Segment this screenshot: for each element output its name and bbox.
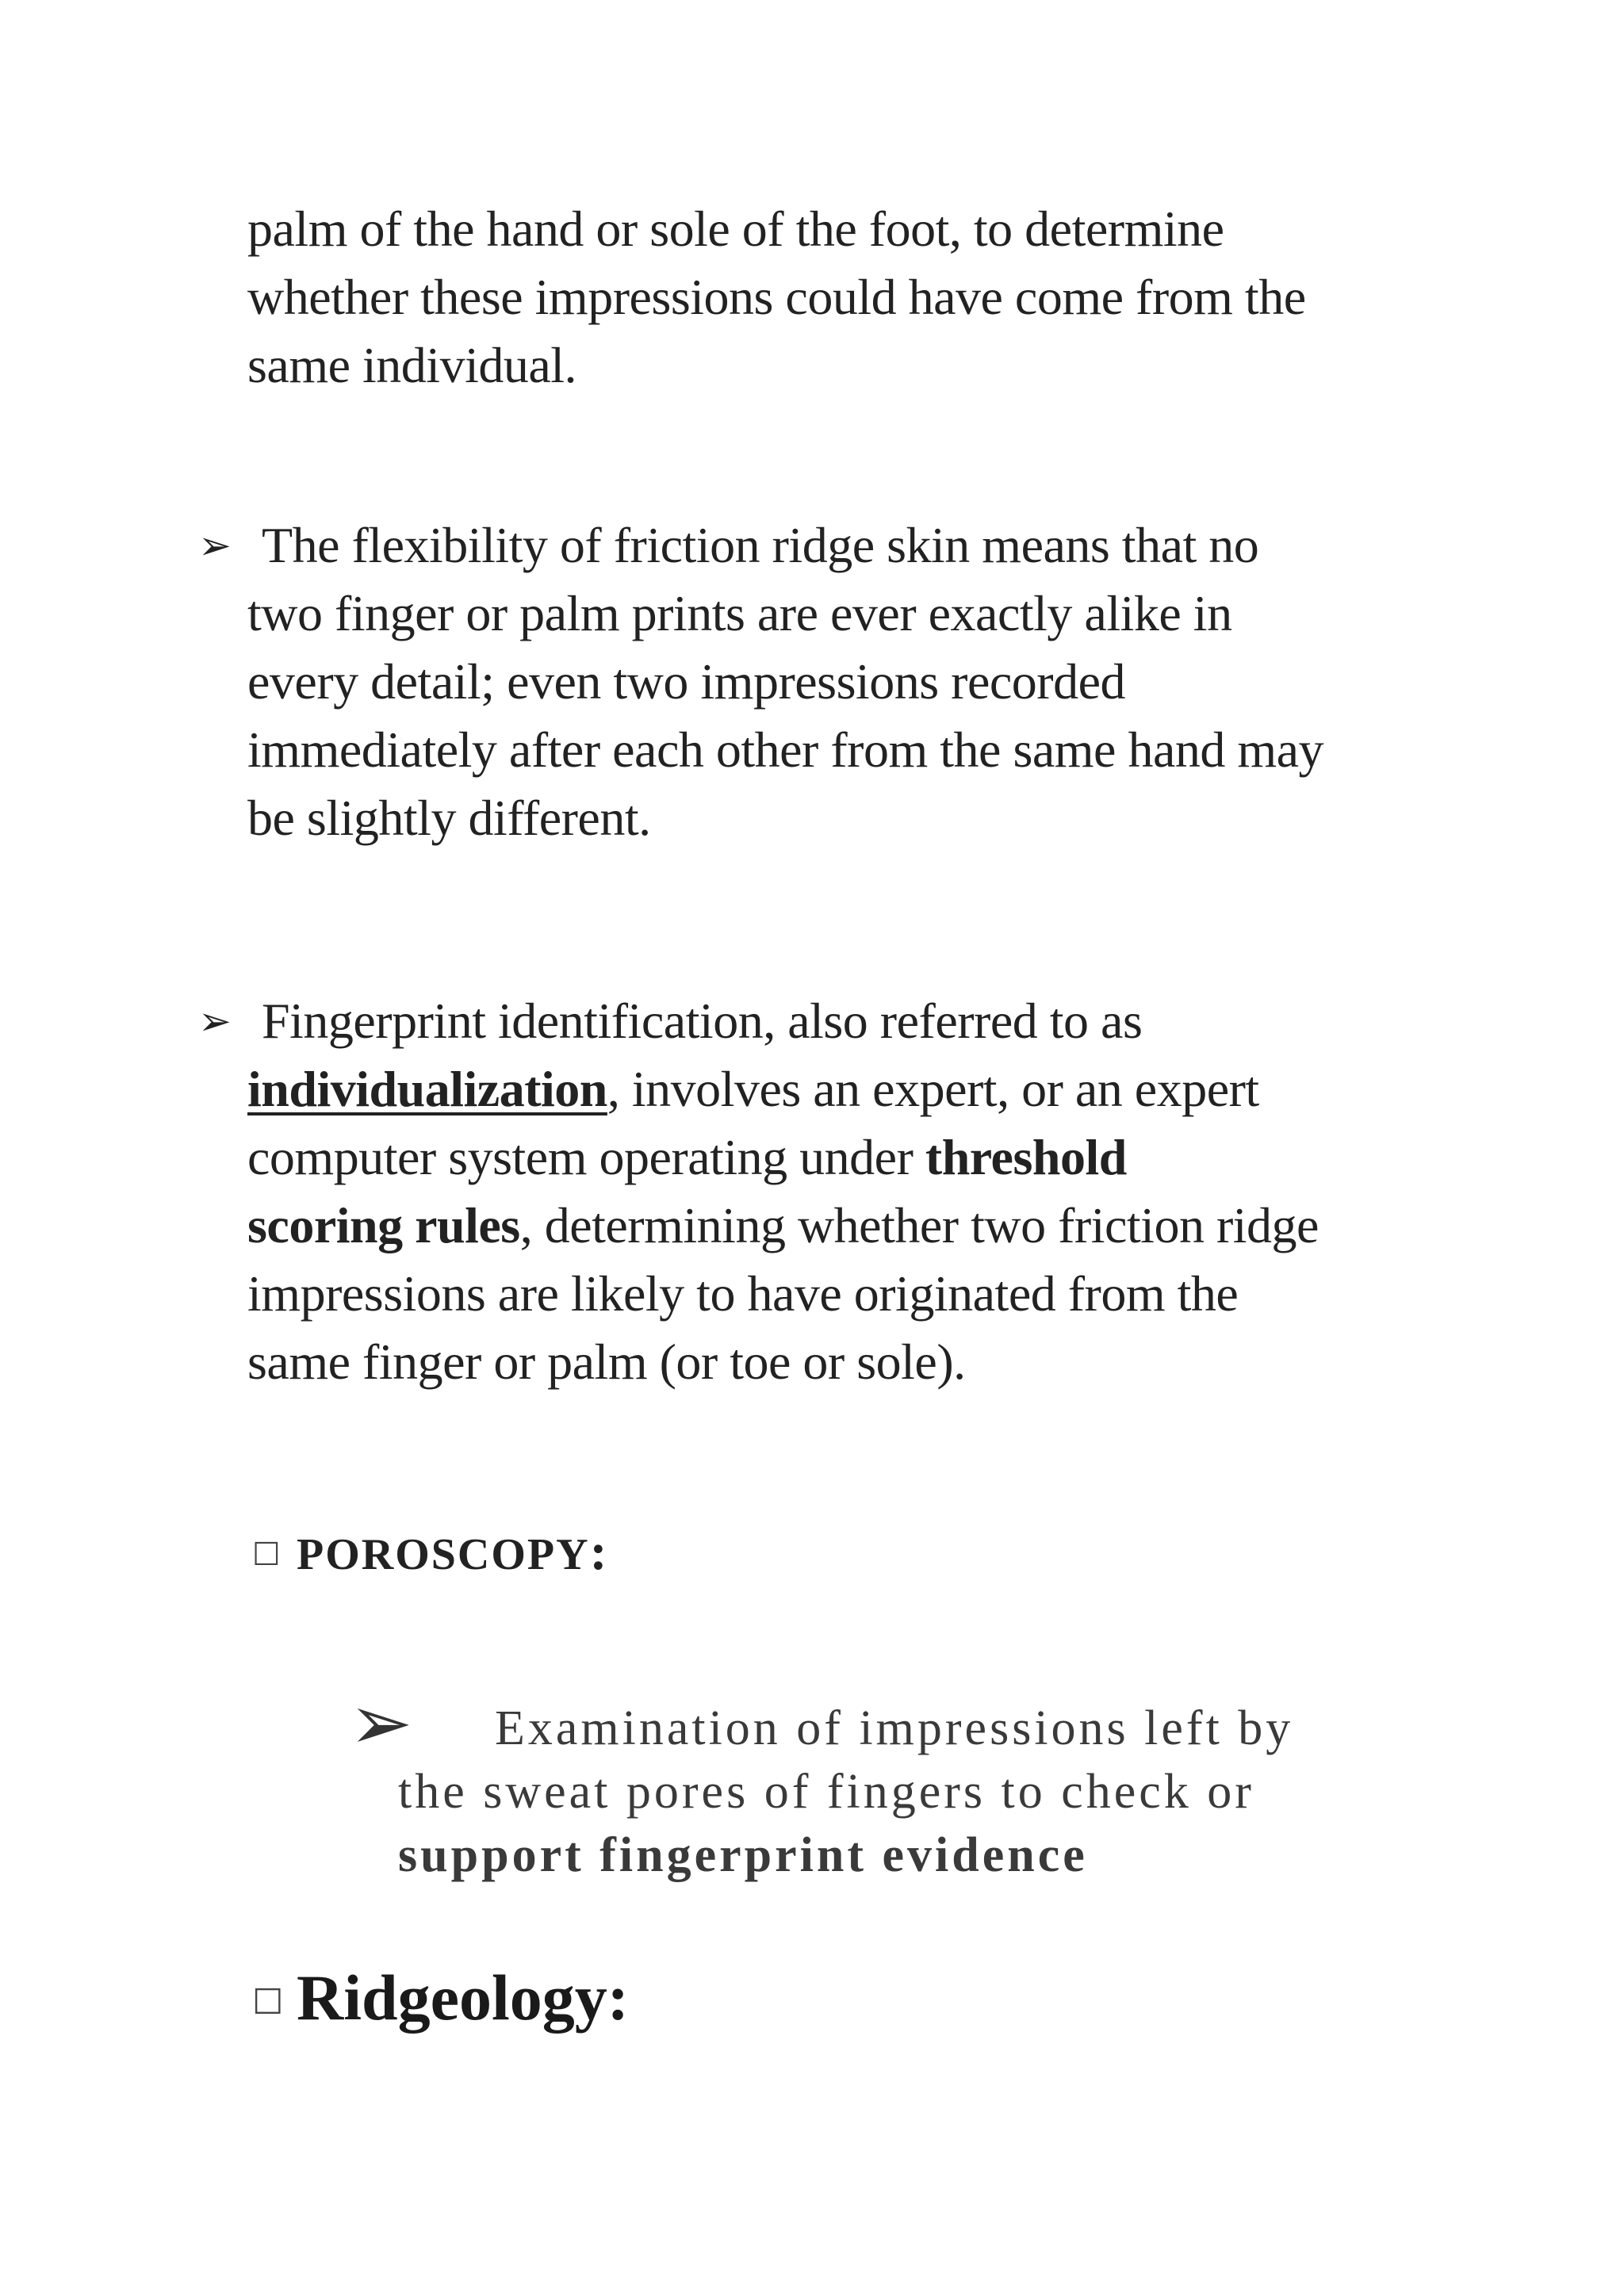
bullet-identification bbox=[247, 987, 1516, 1396]
text-line: whether these impressions could have come from the bbox=[247, 269, 1306, 325]
paragraph-continuation bbox=[247, 195, 1484, 400]
bullet-poroscopy-definition bbox=[398, 1697, 1429, 1887]
text-line: two finger or palm prints are ever exactly alike in bbox=[247, 585, 1232, 641]
term-threshold: threshold bbox=[925, 1129, 1127, 1185]
arrow-bullet-icon: ➢ bbox=[198, 522, 232, 568]
section-heading-poroscopy bbox=[297, 1521, 609, 1586]
heading-colon: : bbox=[589, 1523, 609, 1581]
arrow-bullet-icon: ➢ bbox=[198, 998, 232, 1044]
text-span: , involves an expert, or an expert bbox=[607, 1061, 1259, 1117]
missing-glyph-box-icon: ☐ bbox=[252, 1982, 284, 2022]
bullet-flexibility bbox=[247, 511, 1516, 852]
text-line bbox=[247, 1123, 1516, 1192]
text-line bbox=[247, 1192, 1516, 1260]
text-line: palm of the hand or sole of the foot, to determine bbox=[247, 201, 1224, 257]
text-span: , determining whether two friction ridge bbox=[519, 1197, 1319, 1253]
text-line: same finger or palm (or toe or sole). bbox=[247, 1334, 966, 1390]
text-line: impressions are likely to have originated from the bbox=[247, 1265, 1239, 1322]
text-line: every detail; even two impressions recorded bbox=[247, 653, 1125, 710]
missing-glyph-box-icon: ☐ bbox=[252, 1536, 281, 1573]
text-line: The flexibility of friction ridge skin means that no bbox=[262, 517, 1259, 573]
arrow-bullet-icon: ➢ bbox=[349, 1678, 413, 1767]
term-scoring-rules: scoring rules bbox=[247, 1197, 520, 1253]
text-line: same individual. bbox=[247, 337, 577, 393]
section-heading-ridgeology: Ridgeology: bbox=[297, 1961, 630, 2034]
heading-text: POROSCOPY bbox=[297, 1530, 590, 1579]
text-line: Examination of impressions left by bbox=[495, 1701, 1294, 1755]
text-line: immediately after each other from the same hand may bbox=[247, 721, 1324, 778]
text-line bbox=[247, 1055, 1516, 1123]
text-line: support fingerprint evidence bbox=[398, 1828, 1088, 1882]
text-line: Fingerprint identification, also referred to as bbox=[262, 993, 1143, 1049]
text-line: the sweat pores of fingers to check or bbox=[398, 1765, 1254, 1819]
text-line: be slightly different. bbox=[247, 790, 651, 846]
text-span: computer system operating under bbox=[247, 1129, 925, 1185]
term-individualization: individualization bbox=[247, 1061, 607, 1117]
